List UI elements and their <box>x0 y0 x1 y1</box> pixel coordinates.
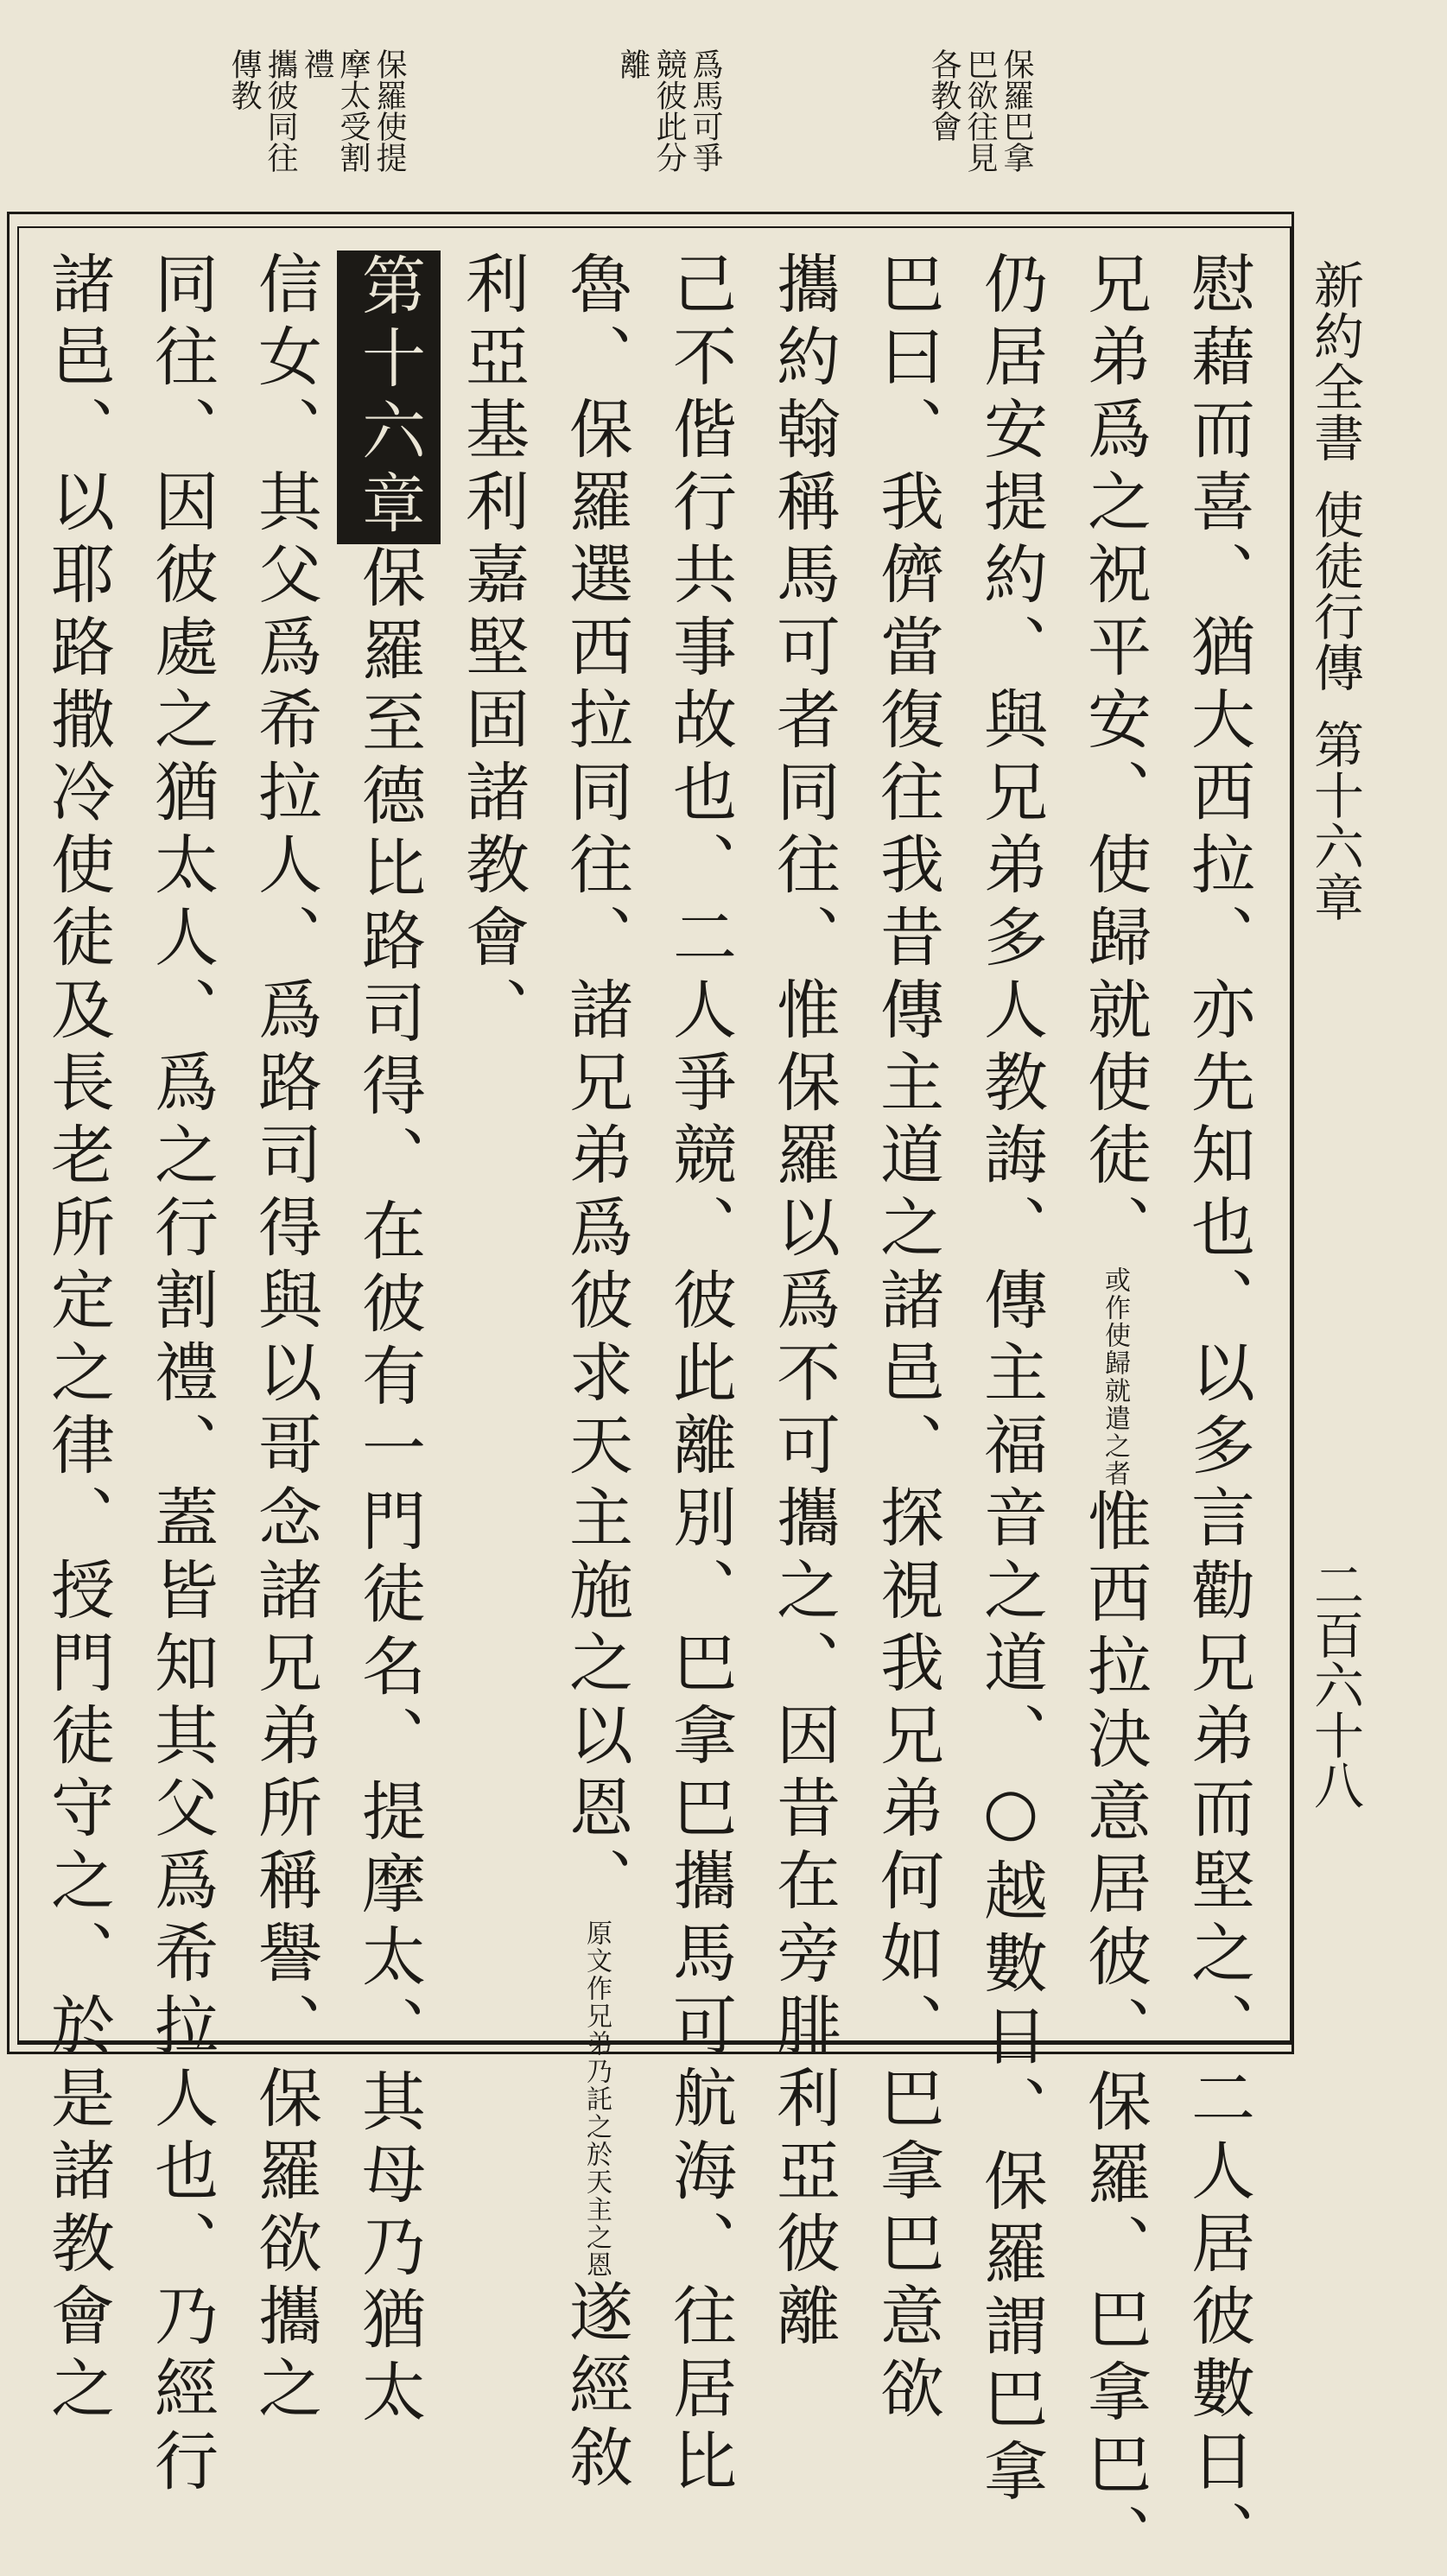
margin-note: 攜彼同往 <box>263 48 298 173</box>
chapter-title: 第十六章 <box>1305 719 1364 923</box>
text-segment: 同往、因彼處之猶太人、爲之行割禮、蓋皆知其父爲希拉人也、乃經行 <box>144 251 219 2500</box>
chapter-heading: 第十六章 <box>337 251 441 544</box>
text-column <box>544 251 648 2497</box>
text-column <box>26 251 130 2427</box>
section-title: 使徒行傳 <box>1305 489 1364 693</box>
inline-note: 原文作兄弟乃託之於天主之恩 <box>581 1919 612 2279</box>
text-column <box>752 251 855 2355</box>
text-segment: 慰藉而喜、猶大西拉、亦先知也、以多言勸兄弟而堅之、二人居彼數日、 <box>1181 251 1255 2573</box>
text-column <box>1063 251 1166 2576</box>
text-column <box>959 251 1063 2510</box>
text-column <box>855 251 959 2427</box>
margin-note-group-3 <box>226 48 406 208</box>
margin-note: 保羅巴拿 <box>999 48 1034 173</box>
inline-note: 或作使歸就遣之者 <box>1100 1266 1130 1488</box>
running-head <box>1304 259 1365 923</box>
text-segment: 利亞基利嘉堅固諸教會、 <box>455 251 530 1049</box>
text-segment: 巴曰、我儕當復往我昔傳主道之諸邑、探視我兄弟何如、巴拿巴意欲 <box>870 251 944 2427</box>
text-segment: 遂經敘 <box>559 2279 633 2497</box>
margin-note: 傳教 <box>226 48 262 111</box>
margin-note-group-2 <box>615 48 722 208</box>
margin-note: 各教會 <box>926 48 961 142</box>
text-column <box>1166 251 1270 2573</box>
main-text <box>41 251 1270 2576</box>
margin-note: 禮 <box>299 48 334 79</box>
book-title: 新約全書 <box>1305 259 1364 463</box>
text-column <box>441 251 544 2030</box>
text-segment: 諸邑、以耶路撒冷使徒及長老所定之律、授門徒守之、於是諸教會之 <box>41 251 115 2427</box>
text-column <box>233 251 337 2427</box>
text-column <box>648 251 752 2500</box>
margin-note-group-1 <box>926 48 1033 208</box>
margin-note: 離 <box>615 48 651 79</box>
text-column <box>337 251 441 2431</box>
margin-note: 摩太受割 <box>335 48 371 173</box>
text-segment: 兄弟爲之祝平安、使歸就使徒、 <box>1077 251 1152 1266</box>
margin-note: 巴欲往見 <box>962 48 998 173</box>
text-column <box>130 251 233 2500</box>
page-number: 二百六十八 <box>1305 1559 1364 1810</box>
text-segment: 惟西拉決意居彼、保羅、巴拿巴、 <box>1077 1488 1152 2576</box>
text-segment: 信女、其父爲希拉人、爲路司得與以哥念諸兄弟所稱譽、保羅欲攜之 <box>248 251 322 2427</box>
text-segment: 己不偕行共事故也、二人爭競、彼此離別、巴拿巴攜馬可航海、往居比 <box>663 251 737 2500</box>
margin-note: 保羅使提 <box>371 48 407 173</box>
text-segment: 攜約翰稱馬可者同往、惟保羅以爲不可攜之、因昔在旁腓利亞彼離 <box>766 251 841 2355</box>
text-segment: 魯、保羅選西拉同往、諸兄弟爲彼求天主施之以恩、 <box>559 251 633 1919</box>
margin-note: 爲馬可爭 <box>688 48 723 173</box>
text-segment: 仍居安提約、與兄弟多人教誨、傳主福音之道、○越數日、保羅謂巴拿 <box>974 251 1048 2510</box>
margin-note: 競彼此分 <box>651 48 687 173</box>
text-segment: 保羅至德比路司得、在彼有一門徒名、提摩太、其母乃猶太 <box>352 544 426 2431</box>
